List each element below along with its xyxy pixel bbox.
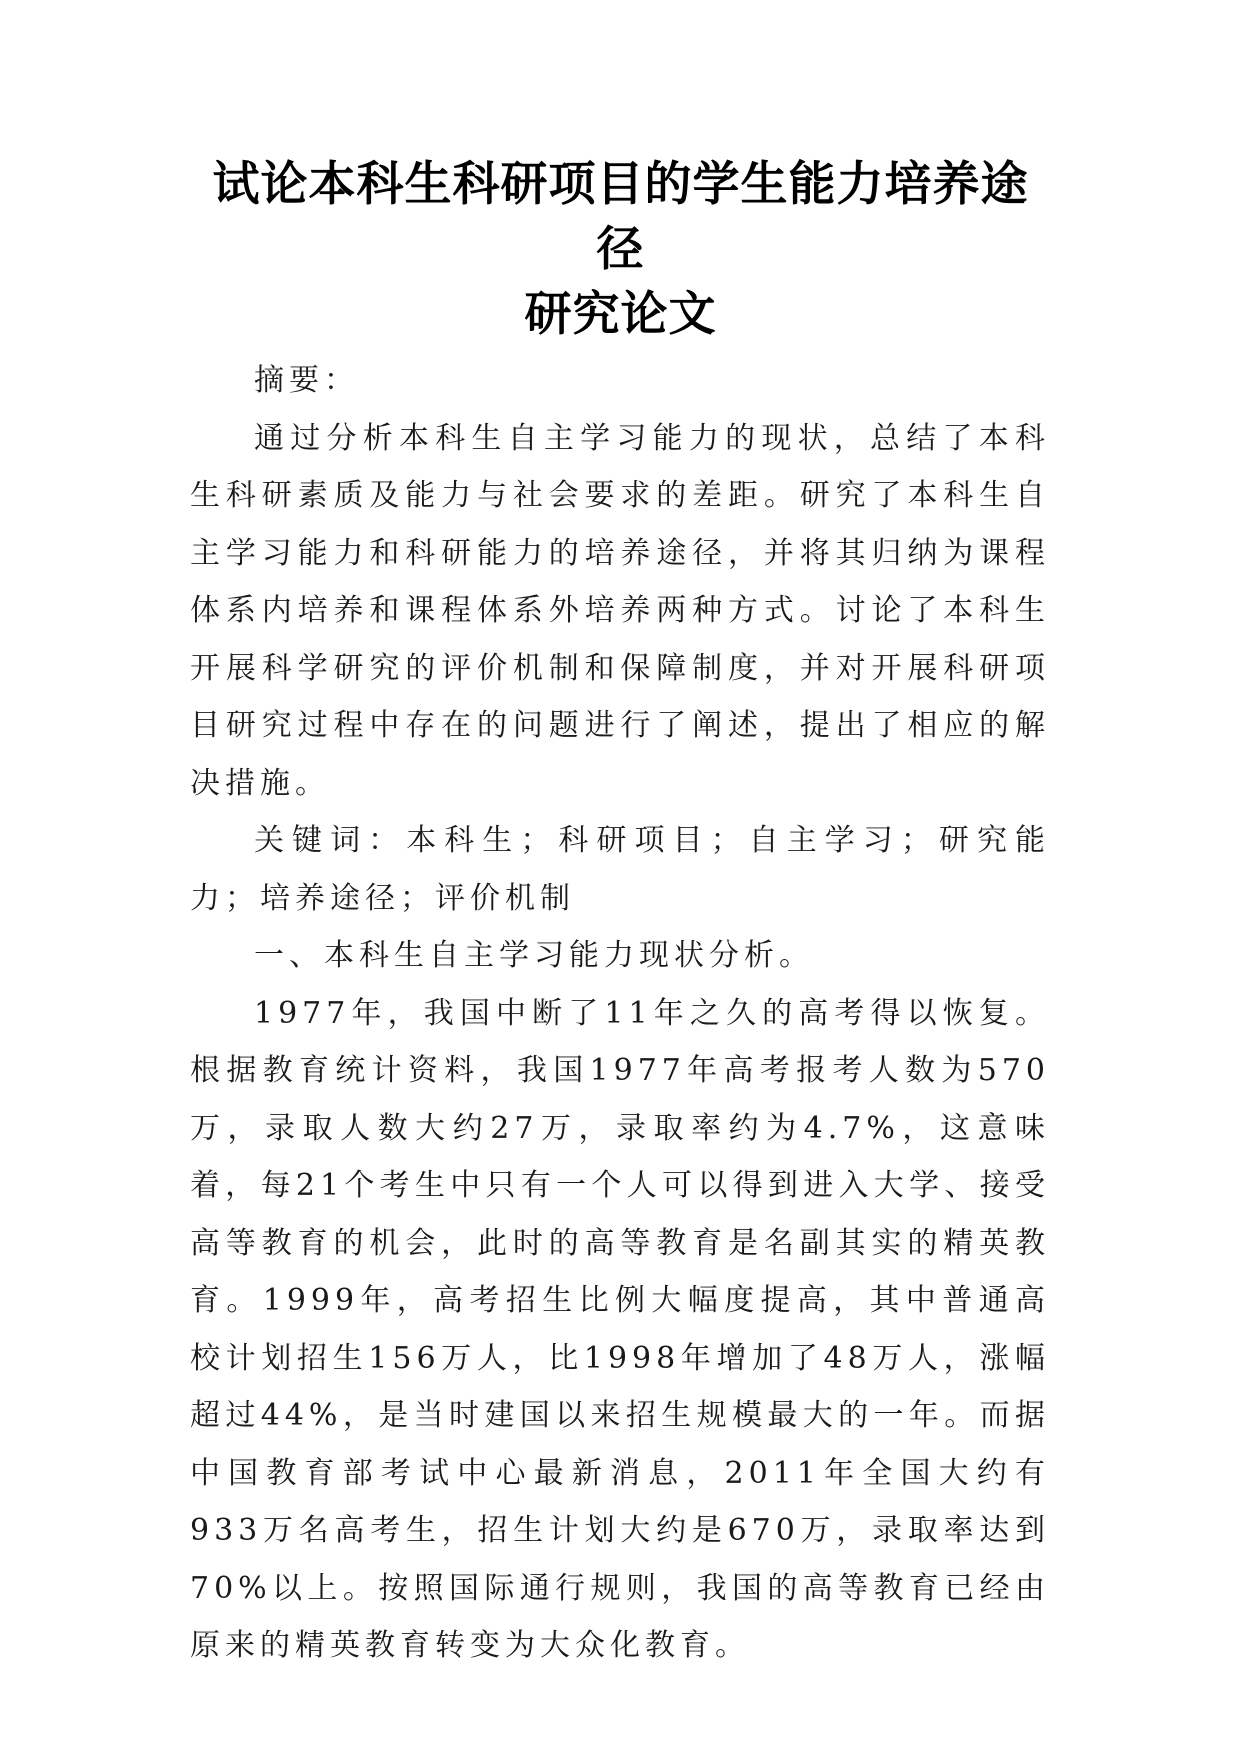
document-body [190, 352, 1050, 1675]
abstract-label: 摘要： [254, 363, 359, 398]
title-line-1: 试论本科生科研项目的学生能力培养途径 [212, 157, 1029, 277]
section-1-heading: 一、本科生自主学习能力现状分析。 [254, 938, 814, 973]
document-title [190, 152, 1051, 347]
section-1-paragraph: 1977年，我国中断了11年之久的高考得以恢复。根据教育统计资料，我国1977年高考报考人数为570万，录取人数大约27万，录取率约为4.7%，这意味着，每21个考生中只有一个人可以得到进入大学、接受高等教育的机会，此时的高等教育是名副其实的精英教育。1999年，高考招生比例大幅度提高，其中普通高校计划招生156万人，比1998年增加了48万人，涨幅超过44%，是当时建国以来招生规模最大的一年。而据中国教育部考试中心最新消息，2011年全国大约有933万名高考生，招生计划大约是670万，录取率达到70%以上。按照国际通行规则，我国的高等教育已经由原来的精英教育转变为大众化教育。 [190, 995, 1050, 1663]
keywords: 关键词：本科生；科研项目；自主学习；研究能力；培养途径；评价机制 [190, 823, 1050, 916]
abstract-text: 通过分析本科生自主学习能力的现状，总结了本科生科研素质及能力与社会要求的差距。研究了本科生自主学习能力和科研能力的培养途径，并将其归纳为课程体系内培养和课程体系外培养两种方式。讨论了本科生开展科学研究的评价机制和保障制度，并对开展科研项目研究过程中存在的问题进行了阐述，提出了相应的解决措施。 [190, 420, 1050, 801]
title-line-2: 研究论文 [524, 287, 717, 342]
